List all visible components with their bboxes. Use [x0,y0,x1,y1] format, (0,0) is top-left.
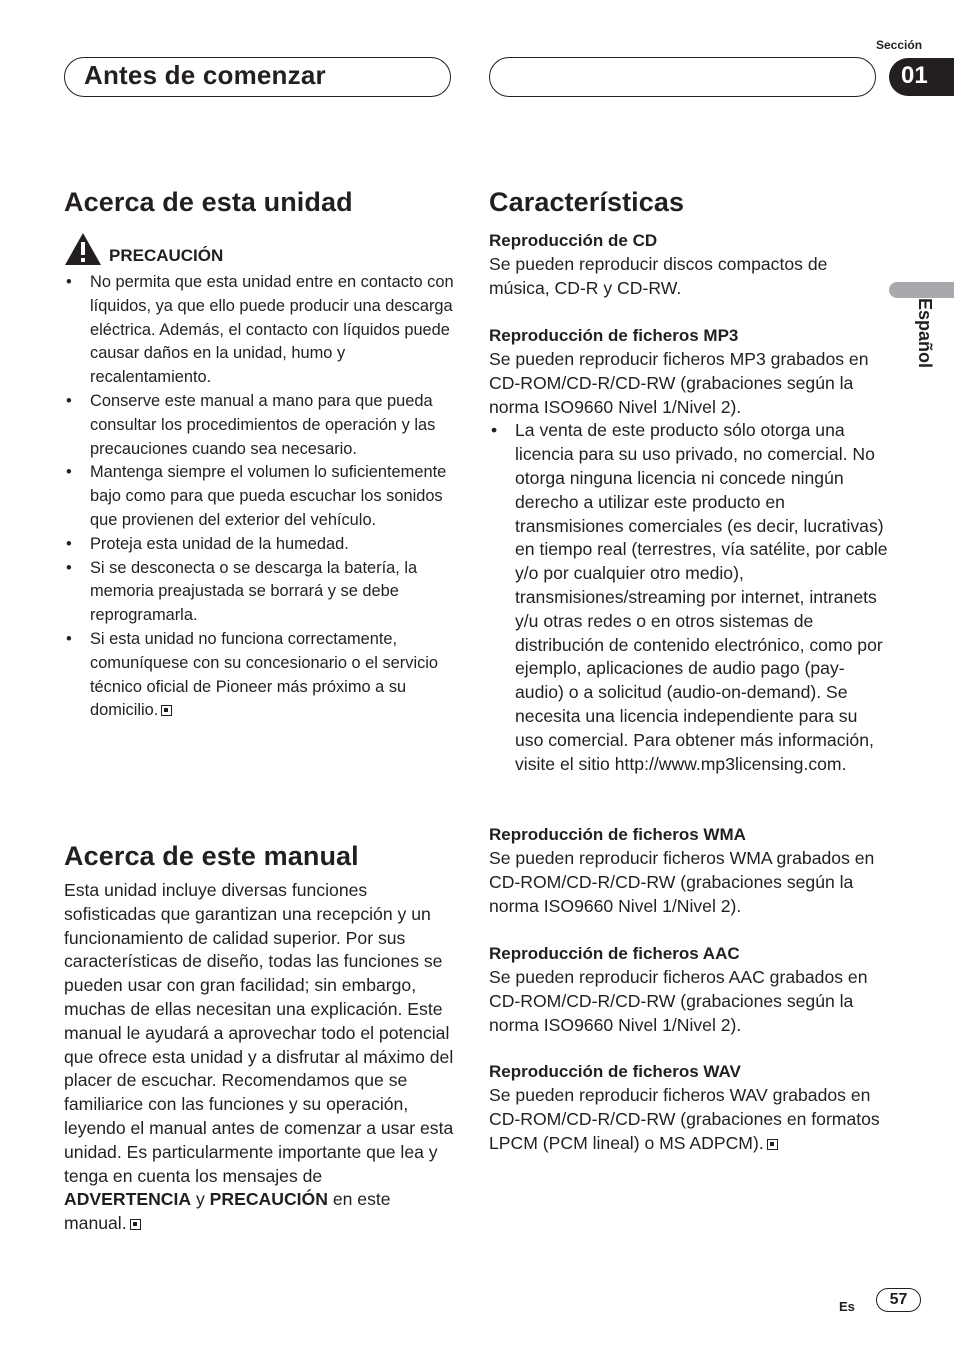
about-manual-paragraph [64,879,454,1236]
precaucion-emphasis: PRECAUCIÓN [209,1189,328,1210]
end-of-section-icon [130,1219,141,1230]
footer-language-code: Es [839,1299,855,1314]
language-tab [889,282,954,298]
cd-playback-text: Se pueden reproducir discos compactos de música, CD-R y CD-RW. [489,254,828,298]
mp3-playback-text: Se pueden reproducir ficheros MP3 grabados en CD-ROM/CD-R/CD-RW (grabaciones según la norma ISO9660 Nivel 1/Nivel 2). [489,349,869,417]
about-unit-title: Acerca de esta unidad [64,187,353,217]
caution-item [64,461,454,532]
aac-playback-heading: Reproducción de ficheros AAC [489,944,740,963]
caution-item [64,390,454,461]
about-manual-title: Acerca de este manual [64,841,359,871]
caution-item-text: Mantenga siempre el volumen lo suficientemente bajo como para que pueda escuchar los sonidos que provienen del exterior del vehículo. [90,463,447,529]
caution-item [64,271,454,390]
caution-item [64,557,454,628]
mp3-playback-heading: Reproducción de ficheros MP3 [489,326,739,345]
section-number-badge: 01 [889,58,954,96]
features-title: Características [489,187,685,217]
caution-item-text: Si se desconecta o se descarga la batería, la memoria preajustada se borrará y se debe reprogramarla. [90,558,418,625]
language-label: Español [915,298,935,369]
wma-playback-block [489,823,889,918]
end-of-section-icon [767,1139,778,1150]
end-of-section-icon [161,705,172,716]
warning-triangle-icon [64,232,102,266]
wma-playback-heading: Reproducción de ficheros WMA [489,825,746,844]
wav-playback-block [489,1060,889,1155]
caution-item-text: No permita que esta unidad entre en contacto con líquidos, ya que ello puede producir una descarga eléctrica. Además, el contacto con líquidos puede causar daños en la unidad, humo y recalentamiento. [90,273,454,387]
page-number: 57 [876,1288,921,1312]
wav-playback-heading: Reproducción de ficheros WAV [489,1062,741,1081]
chapter-title: Antes de comenzar [84,60,326,90]
caution-item [64,628,454,723]
caution-list [64,271,454,723]
about-manual-text: Esta unidad incluye diversas funciones sofisticadas que garantizan una recepción y un funcionamiento de calidad superior. Por sus características de diseño, todas las funciones se pueden usar con gran facilidad; sin embargo, muchas de ellas necesitan una explicación. Este manual le ayudará a aprovechar todo el potencial que ofrece esta unidad y a disfrutar al máximo del placer de escuchar. Recomendamos que se familiarice con las funciones y su operación, leyendo el manual antes de comenzar a usar esta unidad. Es particularmente importante que lea y tenga en cuenta los mensajes de [64,880,454,1186]
cd-playback-block [489,229,889,301]
about-manual-tail: en este manual. [64,1189,391,1234]
advertencia-emphasis: ADVERTENCIA [64,1189,192,1210]
mp3-playback-block [489,324,889,776]
aac-playback-text: Se pueden reproducir ficheros AAC grabados en CD-ROM/CD-R/CD-RW (grabaciones según la norma ISO9660 Nivel 1/Nivel 2). [489,967,868,1035]
conjunction-text: y [195,1189,205,1210]
mp3-license-list [489,419,889,776]
mp3-license-text: La venta de este producto sólo otorga una licencia para su uso privado, no comercial. No otorga ninguna licencia ni concede ningún derecho a utilizar este producto en transmisiones comerciales (es decir, lucrativas) en tiempo real (terrestres, vía satélite, por cable y/o por cualquier otro medio), transmisiones/streaming por internet, intranets y/u otras redes o en otros sistemas de distribución de contenido electrónico, como por ejemplo, aplicaciones de audio pago (pay-audio) o a solicitud (audio-on-demand). Se necesita una licencia independiente para su uso comercial. Para obtener más información, visite el sitio http://www.mp3licensing.com. [515,420,888,774]
cd-playback-heading: Reproducción de CD [489,231,658,250]
caution-item-text: Conserve este manual a mano para que pueda consultar los procedimientos de operación y las precauciones cuando sea necesario. [90,391,436,458]
section-label: Sección [876,38,923,52]
mp3-license-item [489,419,889,776]
caution-item-text: Proteja esta unidad de la humedad. [90,534,349,553]
caution-item-text: Si esta unidad no funciona correctamente, comuníquese con su concesionario o el servicio técnico oficial de Pioneer más próximo a su domicilio. [90,629,439,720]
wav-playback-text: Se pueden reproducir ficheros WAV grabados en CD-ROM/CD-R/CD-RW (grabaciones en formatos LPCM (PCM lineal) o MS ADPCM). [489,1085,880,1153]
wma-playback-text: Se pueden reproducir ficheros WMA grabados en CD-ROM/CD-R/CD-RW (grabaciones según la norma ISO9660 Nivel 1/Nivel 2). [489,848,875,916]
caution-label: PRECAUCIÓN [109,246,224,265]
aac-playback-block [489,942,889,1037]
wav-playback-paragraph [489,1084,889,1155]
header-blank-frame [489,57,876,97]
caution-item [64,533,454,557]
